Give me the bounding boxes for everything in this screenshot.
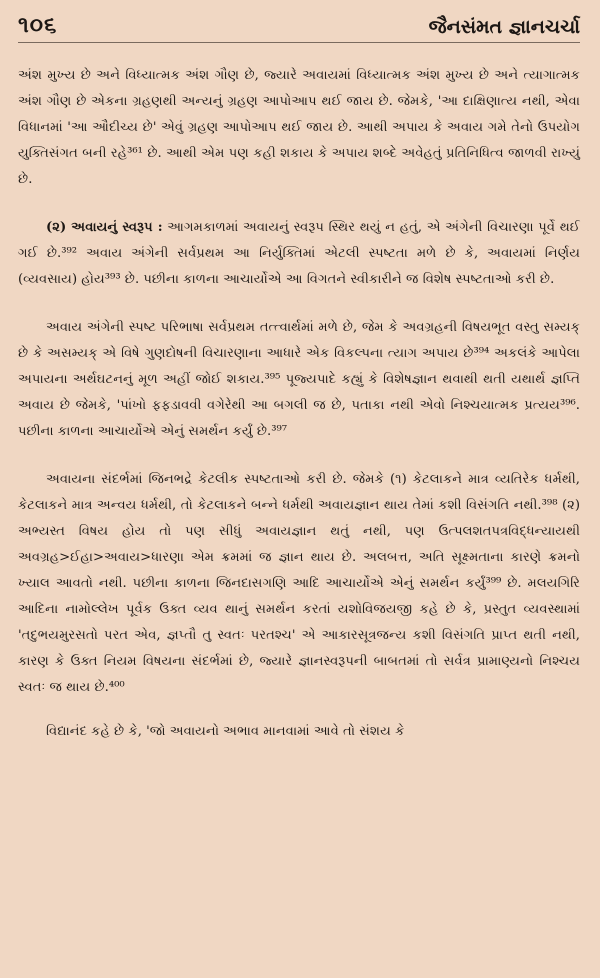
paragraph-2 [18, 215, 580, 293]
paragraph-1: અંશ મુખ્ય છે અને વિધ્યાત્મક અંશ ગૌણ છે, જ્યારે અવાયમાં વિધ્યાત્મક અંશ મુખ્ય છે અને ત્યાગાત્મક અંશ ગૌણ છે એકના ગ્રહણથી અન્યનું ગ્રહણ આપોઆપ થઈ જાય છે. જેમકે, 'આ દાક્ષિણાત્ય નથી, એવા વિધાનમાં 'આ ઔદીચ્ય છે' એવું ગ્રહણ આપોઆપ થઈ જાય છે. આથી અપાય કે અવાય ગમે તેનો ઉપયોગ યુક્તિસંગત બની રહે³⁶¹ છે. આથી એમ પણ કહી શકાય કે અપાય શબ્દે અવેહતું પ્રતિનિધિત્વ જાળવી રાખ્યું છે. [18, 68, 580, 187]
paragraph-3: અવાય અંગેની સ્પષ્ટ પરિભાષા સર્વપ્રથમ તત્ત્વાર્થમાં મળે છે, જેમ કે અવગ્રહની વિષયભૂત વસ્તુ સમ્યક્ છે કે અસમ્યક્ એ વિષે ગુણદોષની વિચારણાના આધારે એક વિકલ્પના ત્યાગ અપાય છે³⁹⁴ અકલંકે આપેલા અપાયના અર્થઘટનનું મૂળ અહીં જોઈ શકાય.³⁹⁵ પૂજ્યપાદે કહ્યું કે વિશેષજ્ઞાન થવાથી થતી યથાર્થ જ્ઞપ્તિ અવાય છે જેમકે, 'પાંખો ફફડાવવી વગેરેથી આ બગલી જ છે, પતાકા નથી એવો નિશ્ચયાત્મક પ્રત્યય³⁹⁶. પછીના કાળના આચાર્યોએ એનું સમર્થન કર્યું છે.³⁹⁷ [18, 320, 580, 439]
paragraph-4: અવાયના સંદર્ભમાં જિનભદ્રે કેટલીક સ્પષ્ટતાઓ કરી છે. જેમકે (૧) કેટલાકને માત્ર વ્યતિરેક ધર્મથી, કેટલાકને માત્ર અન્વય ધર્મથી, તો કેટલાકને બન્ને ધર્મથી અવાયજ્ઞાન થાય તેમાં કશી વિસંગતિ નથી.³⁹⁸ (૨) અભ્યસ્ત વિષય હોય તો પણ સીધું અવાયજ્ઞાન થતું નથી, પણ ઉત્પલશતપત્રવિદ્ધન્યાયથી અવગ્રહ>ઈહા>અવાય>ધારણા એમ ક્રમમાં જ જ્ઞાન થાય છે. અલબત્ત, અતિ સૂક્ષ્મતાના કારણે ક્રમનો ખ્યાલ આવતો નથી. પછીના કાળના જિનદાસગણિ આદિ આચાર્યોએ એનું સમર્થન કર્યું³⁹⁹ છે. મલયગિરિ આદિના નામોલ્લેખ પૂર્વક ઉક્ત વ્યવ થાનું સમર્થન કરતાં યશોવિજયજી કહે છે કે, પ્રસ્તુત વ્યવસ્થામાં 'તદુભયમુરસતો પરત એવ, જ્ઞપ્તૌ તુ સ્વતઃ પરતશ્ચ' એ આકારસૂત્રજન્ય કશી વિસંગતિ પ્રાપ્ત થતી નથી, કારણ કે ઉક્ત નિયમ વિષયના સંદર્ભમાં છે, જ્યારે જ્ઞાનસ્વરૂપની બાબતમાં તો સર્વત્ર પ્રામાણ્યનો નિશ્ચય સ્વતઃ જ થાય છે.⁴⁰⁰ [18, 472, 580, 695]
header-rule [18, 42, 580, 43]
section-heading: (૨) અવાયનું સ્વરૂપ : [46, 220, 163, 235]
running-title: જૈનસંમત જ્ઞાનચર્ચા [428, 16, 580, 38]
paragraph-5: વિદ્યાનંદ કહે છે કે, 'જો અવાયનો અભાવ માનવામાં આવે તો સંશય કે [46, 724, 405, 739]
page-number: ૧૦૬ [18, 12, 58, 38]
paragraph-2-text: આગમકાળમાં અવાયનું સ્વરૂપ સ્થિર થયું ન હતું, એ અંગેની વિચારણા પૂર્વે થઈ ગઈ છે.³⁹² અવાય અંગેની સર્વપ્રથમ આ નિર્યુક્તિમાં એટલી સ્પષ્ટતા મળે છે કે, અવાયમાં નિર્ણય (વ્યવસાય) હોય³⁹³ છે. પછીના કાળના આચાર્યોએ આ વિગતને સ્વીકારીને જ વિશેષ સ્પષ્ટતાઓ કરી છે. [18, 220, 580, 287]
page-header [18, 14, 580, 38]
